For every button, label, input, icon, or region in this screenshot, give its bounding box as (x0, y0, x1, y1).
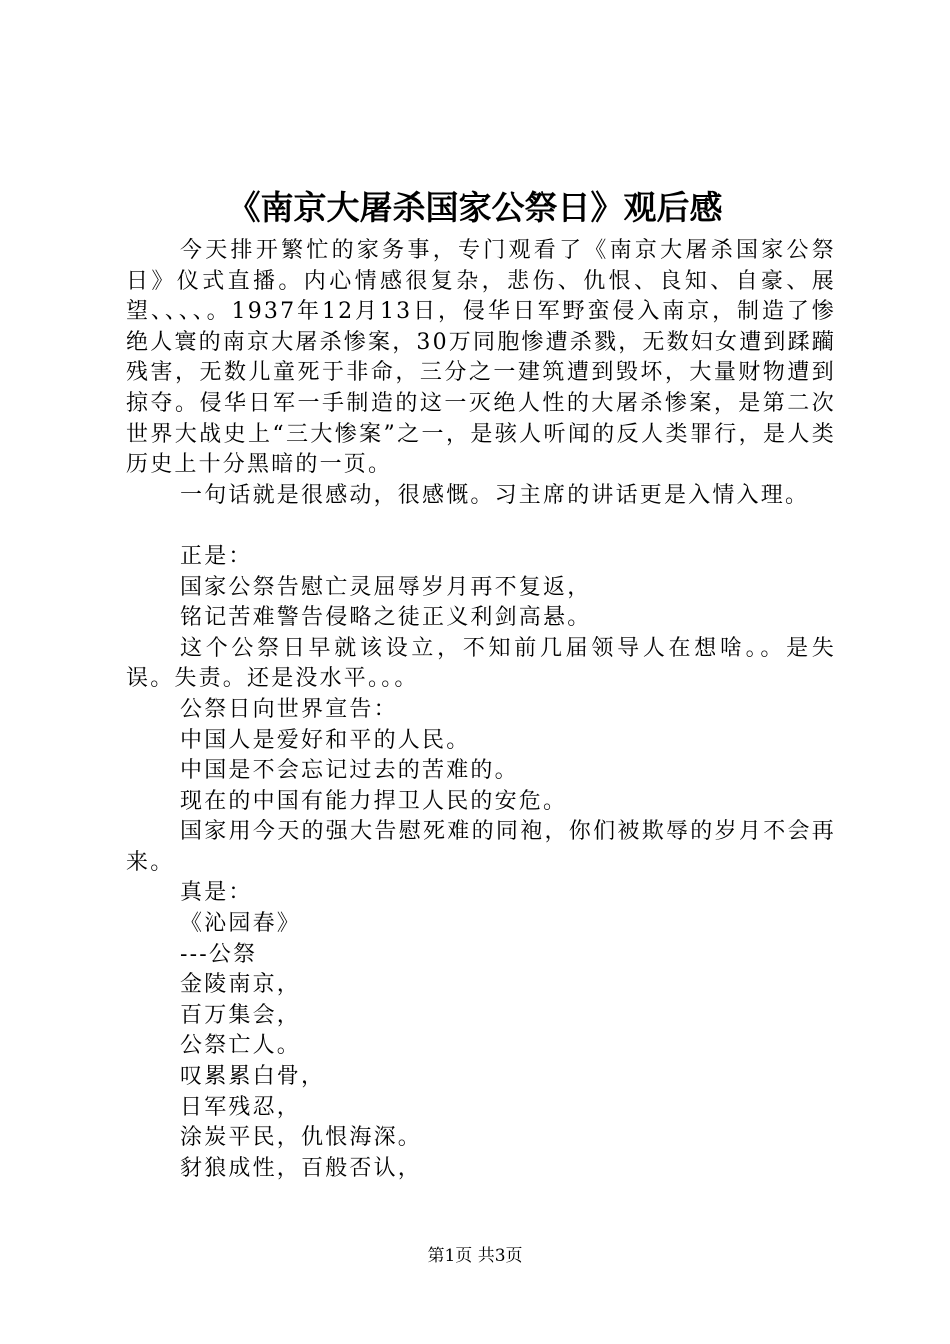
blank-line (126, 511, 836, 542)
declare-line-2: 中国是不会忘记过去的苦难的。 (180, 758, 519, 784)
poem-line: 豺狼成性，百般否认， (180, 1155, 423, 1181)
poem-line: 日军残忍， (180, 1094, 302, 1120)
poem-line: 公祭亡人。 (180, 1033, 302, 1059)
declare-line-3: 现在的中国有能力捍卫人民的安危。 (180, 788, 568, 814)
document-title: 《南京大屠杀国家公祭日》观后感 (227, 188, 723, 227)
couplet-line-2: 铭记苦难警告侵略之徒正义利剑高悬。 (180, 605, 592, 631)
poem-line: 百万集会， (180, 1002, 302, 1028)
line-zhengshi: 正是： (180, 543, 253, 569)
poem-title: 《沁园春》 (180, 911, 302, 937)
line-zhenshi: 真是： (180, 880, 253, 906)
document-body (126, 236, 836, 1184)
poem-line: 叹累累白骨， (180, 1064, 326, 1090)
paragraph-strength: 国家用今天的强大告慰死难的同袍，你们被欺辱的岁月不会再来。 (126, 819, 836, 875)
line-declare: 公祭日向世界宣告： (180, 696, 398, 722)
paragraph-intro: 今天排开繁忙的家务事，专门观看了《南京大屠杀国家公祭日》仪式直播。内心情感很复杂，悲伤、仇恨、良知、自豪、展望、、、、。1937年12月13日，侵华日军野蛮侵入南京，制造了惨绝人寰的南京大屠杀惨案，30万同胞惨遭杀戮，无数妇女遭到蹂躏残害，无数儿童死于非命，三分之一建筑遭到毁坏，大量财物遭到掠夺。侵华日军一手制造的这一灭绝人性的大屠杀惨案，是第二次世界大战史上“三大惨案”之一，是骇人听闻的反人类罪行，是人类历史上十分黑暗的一页。 (126, 238, 836, 478)
poem-subtitle: ---公祭 (180, 941, 258, 967)
paragraph-memorial-day: 这个公祭日早就该设立，不知前几届领导人在想啥。。是失误。失责。还是没水平。。。 (126, 635, 836, 692)
couplet-line-1: 国家公祭告慰亡灵屈辱岁月再不复返， (180, 574, 592, 600)
poem-line: 涂炭平民，仇恨海深。 (180, 1125, 423, 1151)
declare-line-1: 中国人是爱好和平的人民。 (180, 727, 471, 753)
paragraph-feeling: 一句话就是很感动，很感慨。习主席的讲话更是入情入理。 (180, 482, 810, 508)
page-footer: 第1页 共3页 (427, 1246, 523, 1266)
poem-line: 金陵南京， (180, 972, 302, 998)
